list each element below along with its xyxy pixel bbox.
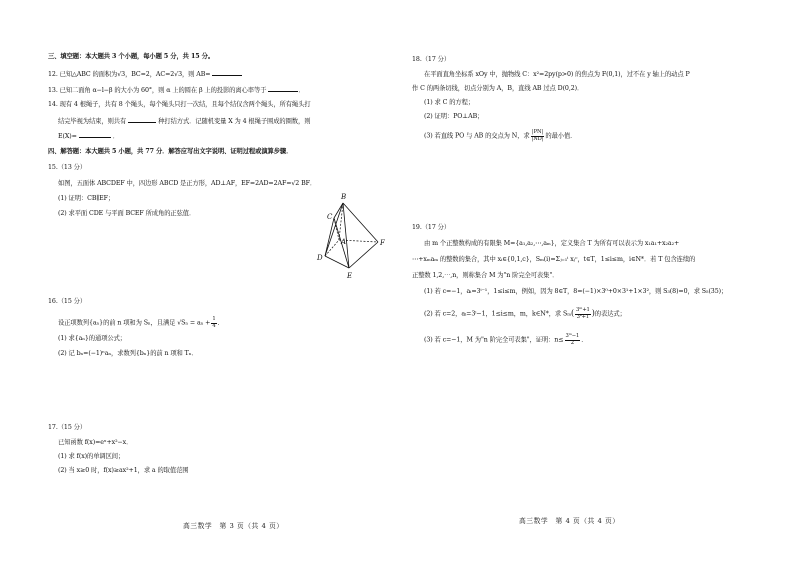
question-16-part-2: (2) 记 bₙ=(−1)ⁿaₙ，求数列{bₙ}的前 n 项和 Tₙ． [58,350,198,357]
vertex-label-b: B [341,193,347,201]
q18-frac-num: |PN| [531,129,544,135]
q19-part-2-end: 的表达式； [594,310,626,318]
q18-part-3-text: (3) 若直线 PO 与 AB 的交点为 N，求 [424,132,530,140]
question-18-line-1: 在平面直角坐标系 xOy 中，抛物线 C：x²=2py(p>0) 的焦点为 F(0,1)，过不在 y 轴上的动点 P [424,71,690,78]
question-14-line-2 [58,116,310,126]
q16-stem-text: 设正项数列{aₙ}的前 n 项和为 Sₙ，且满足 √Sₙ = aₙ + [58,319,211,327]
answer-blank-13 [268,85,298,92]
q16-frac-den: 4 [212,322,216,329]
question-15-part-1: (1) 证明：CB∥EF； [58,195,115,202]
question-19-line-1: 由 m 个正整数构成的有限集 M={a₁,a₂,⋯,aₘ}，定义集合 T 为所有可以表示为 x₁a₁+x₂a₂+ [424,240,680,247]
question-13-text: 13. 已知二面角 α−l−β 的大小为 60°，则 α 上的圆在 β 上的投影的离心率等于 [48,87,267,94]
q18-part-3-end: 的最小值． [545,132,577,140]
question-15-header: 15.（13 分） [48,164,87,171]
question-17-header: 17.（15 分） [48,424,87,431]
question-17-stem: 已知函数 f(x)=eˣ+x²−x． [58,439,133,446]
question-19-part-1: (1) 若 c=−1，aᵢ=3ⁱ⁻¹，1≤i≤m，例如，因为 8∈T，8=(−1)×3⁰+0×3¹+1×3²，则 S₃(8)=0，求 S₅(35)； [424,288,728,295]
q18-frac-den: |ND| [531,135,544,142]
question-17-part-1: (1) 求 f(x)的单调区间； [58,453,125,460]
q16-fraction [211,317,216,329]
answer-blank-12 [212,69,242,76]
question-14-line-3 [58,131,119,141]
vertex-label-e: E [347,272,353,280]
question-19-part-3 [424,334,587,346]
question-19-line-3: 正整数 1,2,⋯,n，则称集合 M 为"n 阶完全可表集"． [412,272,559,279]
q16-frac-num: 1 [212,316,216,322]
answer-blank-14a [128,116,156,123]
q19-part-3-fraction [565,334,581,346]
question-12 [48,69,242,79]
page-footer-4: 高三数学 第 4 页（共 4 页） [519,517,620,525]
question-19-line-2: ⋯+xₘaₘ 的整数的集合，其中 xᵢ∈{0,1,c}，Sₘ(i)=Σⱼ₌₁ⁱ xⱼᶜ，t∈T，1≤i≤m，i∈N*．若 T 包含连续的 [412,256,696,263]
solution-section-heading: 四、解答题：本大题共 5 小题，共 77 分．解答应写出文字说明、证明过程或演算步骤． [48,148,293,155]
question-12-text: 12. 已知△ABC 的面积为√3，BC=2，AC=2√3，则 AB= [48,71,211,78]
question-18-part-1: (1) 求 C 的方程； [424,99,475,106]
question-18-header: 18.（17 分） [412,56,451,63]
question-13: 13. 已知二面角 α−l−β 的大小为 60°，则 α 上的圆在 β 上的投影的离心率等于 ． [48,87,305,94]
vertex-label-a: A [341,238,347,246]
question-15-stem: 如图，五面体 ABCDEF 中，四边形 ABCD 是正方形，AD⊥AF，EF=2AD=2AF=√2 BF． [58,180,317,187]
edge-de [325,256,349,268]
q14-text-a: 结完毕视为结束，则共有 [58,118,127,125]
q14-expectation: E(X)= [58,133,77,140]
question-14-line-1: 14. 现有 4 根绳子，共有 8 个绳头，每个绳头只打一次结，且每个结仅含两个绳头，所有绳头打 [48,101,311,108]
question-19-header: 19.（17 分） [412,224,451,231]
exam-page-4 [400,0,800,566]
q19-part-3-end: ． [581,336,588,344]
q14-text-b: 种打结方式．记随机变量 X 为 4 根绳子围成的圈数，则 [158,118,311,125]
answer-blank-14b [79,131,111,138]
q18-fraction [531,130,545,142]
question-16-stem [58,317,224,329]
q16-period: ． [217,319,224,327]
question-18-part-2: (2) 证明：PO⊥AB； [424,113,484,120]
question-15-part-2: (2) 求平面 CDE 与平面 BCEF 所成角的正弦值． [58,210,196,217]
vertex-label-c: C [327,213,333,221]
edge-cd [325,218,334,256]
page-footer-3: 高三数学 第 3 页（共 4 页） [183,522,284,530]
q19-part-2-fraction [575,308,591,320]
question-16-header: 16.（15 分） [48,298,87,305]
vertex-label-d: D [317,254,323,262]
fill-in-section-heading: 三、填空题：本大题共 3 个小题，每小题 5 分，共 15 分。 [48,53,215,60]
q14-period: ． [112,133,119,140]
question-18-line-2: 作 C 的两条切线，切点分别为 A，B，直线 AB 过点 D(0,2)． [412,85,584,92]
q19-part-3-text: (3) 若 c=−1，M 为"n 阶完全可表集"，证明：n≤ [424,336,564,344]
question-18-part-3 [424,130,576,142]
pentahedron-figure [312,190,392,282]
q19-p3-frac-den: 2 [570,339,574,346]
edge-db [325,203,343,256]
edge-bf [343,203,378,242]
q19-part-2-text: (2) 若 c=2，aᵢ=3ⁱ−1，1≤i≤m，m，k∈N*，求 Sₘ [424,310,571,318]
vertex-label-f: F [380,239,385,247]
q19-p2-frac-den: 3ᵏ+1 [576,313,590,320]
question-17-part-2: (2) 当 x≥0 时，f(x)≥ax²+1，求 a 的取值范围 [58,467,189,474]
question-16-part-1: (1) 求{aₙ}的通项公式； [58,335,126,342]
edge-ef [349,242,378,268]
q19-p3-frac-num: 3ᵐ−1 [565,333,580,339]
q19-p2-frac-num: 3ᵐ+1 [576,307,590,313]
question-19-part-2: (2) 若 c=2，aᵢ=3ⁱ−1，1≤i≤m，m，k∈N*，求 Sₘ( $\frac{\text{3ᵐ+1}}{\text{3ᵏ+1}}$ )的表达式； [424,307,626,320]
